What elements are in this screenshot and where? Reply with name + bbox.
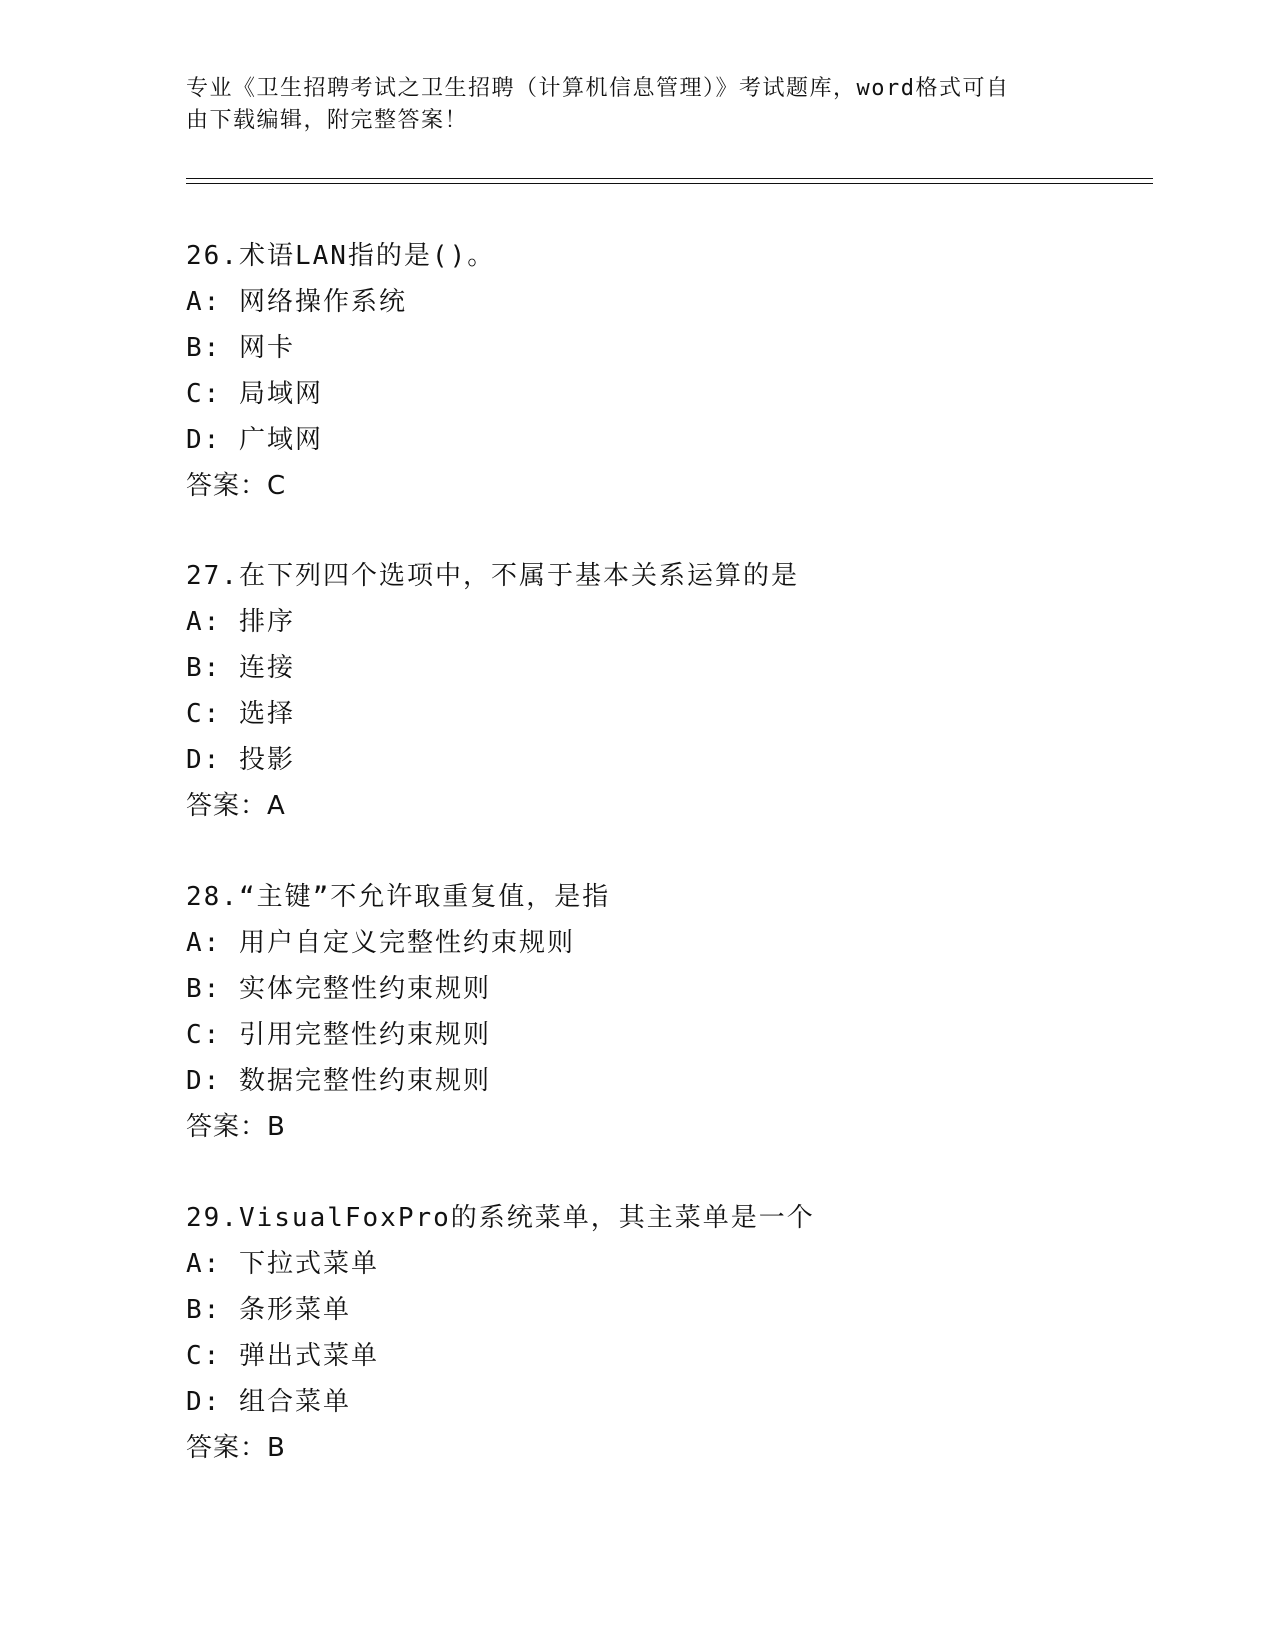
answer-label: 答案：A [186,791,286,821]
option-b: B: 条形菜单 [186,1295,351,1325]
option-d: D: 组合菜单 [186,1387,351,1417]
question-27 [186,553,1146,829]
option-a: A: 网络操作系统 [186,287,407,317]
option-d: D: 广域网 [186,425,323,455]
question-stem: 26.术语LAN指的是()。 [186,241,496,271]
question-stem: 29.VisualFoxPro的系统菜单，其主菜单是一个 [186,1203,815,1233]
option-c: C: 选择 [186,699,295,729]
option-a: A: 下拉式菜单 [186,1249,379,1279]
option-c: C: 局域网 [186,379,323,409]
question-stem: 28.“主键”不允许取重复值，是指 [186,882,611,912]
option-a: A: 排序 [186,607,295,637]
header-line-1: 专业《卫生招聘考试之卫生招聘（计算机信息管理）》考试题库，word格式可自 [186,76,1010,101]
document-header [186,73,1066,137]
header-divider-top [186,178,1153,179]
option-b: B: 连接 [186,653,295,683]
question-26 [186,233,1146,509]
answer-label: 答案：B [186,1112,286,1142]
option-a: A: 用户自定义完整性约束规则 [186,928,575,958]
answer-label: 答案：B [186,1433,286,1463]
option-d: D: 数据完整性约束规则 [186,1066,491,1096]
option-b: B: 网卡 [186,333,295,363]
answer-label: 答案：C [186,471,287,501]
question-29 [186,1195,1146,1471]
option-c: C: 引用完整性约束规则 [186,1020,491,1050]
question-28 [186,874,1146,1150]
option-d: D: 投影 [186,745,295,775]
option-c: C: 弹出式菜单 [186,1341,379,1371]
header-divider-bottom [186,183,1153,184]
question-stem: 27.在下列四个选项中，不属于基本关系运算的是 [186,561,799,591]
option-b: B: 实体完整性约束规则 [186,974,491,1004]
header-line-2: 由下载编辑，附完整答案！ [186,108,469,133]
